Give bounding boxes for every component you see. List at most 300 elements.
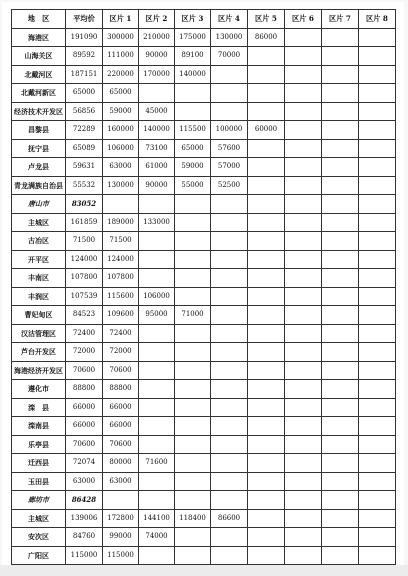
zone-price-cell	[103, 491, 139, 510]
zone-price-cell	[285, 121, 322, 140]
zone-price-cell	[322, 509, 359, 528]
region-cell: 芦台开发区	[12, 343, 66, 362]
zone-price-cell	[285, 324, 322, 343]
region-cell: 汉沽管理区	[12, 324, 66, 343]
table-body	[12, 28, 396, 565]
zone-price-cell: 100000	[211, 121, 248, 140]
zone-price-cell	[175, 380, 211, 399]
zone-price-cell	[248, 102, 285, 121]
zone-price-cell	[322, 324, 359, 343]
zone-price-cell	[175, 343, 211, 362]
zone-price-cell	[322, 546, 359, 565]
zone-price-cell	[139, 491, 175, 510]
zone-price-cell	[139, 398, 175, 417]
table-row	[12, 287, 396, 306]
average-price-cell: 70600	[66, 435, 103, 454]
zone-price-cell	[285, 28, 322, 47]
region-cell: 古冶区	[12, 232, 66, 251]
zone-price-cell	[322, 435, 359, 454]
zone-price-cell	[285, 417, 322, 436]
zone-price-cell	[248, 472, 285, 491]
zone-price-cell	[285, 195, 322, 214]
zone-price-cell	[211, 528, 248, 547]
zone-price-cell	[322, 491, 359, 510]
average-price-cell: 83052	[66, 195, 103, 214]
region-cell: 唐山市	[12, 195, 66, 214]
region-cell: 遵化市	[12, 380, 66, 399]
zone-price-cell	[175, 84, 211, 103]
region-cell: 玉田县	[12, 472, 66, 491]
zone-price-cell	[285, 102, 322, 121]
average-price-cell: 72000	[66, 343, 103, 362]
bottom-band	[0, 565, 408, 576]
region-cell: 山海关区	[12, 47, 66, 66]
region-cell: 北戴河新区	[12, 84, 66, 103]
zone-price-cell: 72000	[103, 343, 139, 362]
zone-price-cell: 59000	[103, 102, 139, 121]
zone-price-cell	[175, 546, 211, 565]
table-row	[12, 343, 396, 362]
zone-price-cell: 124000	[103, 250, 139, 269]
average-price-cell: 66000	[66, 417, 103, 436]
zone-price-cell	[211, 65, 248, 84]
region-cell: 丰南区	[12, 269, 66, 288]
zone-price-cell: 80000	[103, 454, 139, 473]
zone-price-cell: 65000	[175, 139, 211, 158]
region-cell: 丰润区	[12, 287, 66, 306]
zone-price-cell: 66000	[103, 398, 139, 417]
zone-price-cell	[248, 213, 285, 232]
zone-price-cell: 133000	[139, 213, 175, 232]
zone-price-cell	[285, 380, 322, 399]
table-row	[12, 546, 396, 565]
zone-price-cell	[359, 528, 396, 547]
zone-price-cell	[359, 47, 396, 66]
zone-price-cell	[359, 380, 396, 399]
zone-price-cell	[248, 343, 285, 362]
zone-price-cell: 160000	[103, 121, 139, 140]
zone-price-cell	[322, 102, 359, 121]
zone-price-cell	[211, 306, 248, 325]
header-zone-2: 区片 2	[139, 10, 175, 29]
zone-price-cell	[248, 380, 285, 399]
zone-price-cell: 86600	[211, 509, 248, 528]
zone-price-cell	[139, 361, 175, 380]
average-price-cell: 187151	[66, 65, 103, 84]
zone-price-cell: 55000	[175, 176, 211, 195]
zone-price-cell	[211, 491, 248, 510]
zone-price-cell	[211, 102, 248, 121]
zone-price-cell	[248, 84, 285, 103]
zone-price-cell	[359, 269, 396, 288]
region-cell: 迁西县	[12, 454, 66, 473]
region-cell: 开平区	[12, 250, 66, 269]
header-zone-8: 区片 8	[359, 10, 396, 29]
region-cell: 主城区	[12, 509, 66, 528]
zone-price-cell	[175, 417, 211, 436]
zone-price-cell	[175, 491, 211, 510]
zone-price-cell	[285, 65, 322, 84]
zone-price-cell	[211, 417, 248, 436]
zone-price-cell	[322, 121, 359, 140]
table-row	[12, 398, 396, 417]
zone-price-cell	[359, 491, 396, 510]
zone-price-cell	[285, 176, 322, 195]
zone-price-cell	[359, 546, 396, 565]
zone-price-cell	[285, 343, 322, 362]
zone-price-cell: 72400	[103, 324, 139, 343]
zone-price-cell: 130000	[103, 176, 139, 195]
zone-price-cell	[248, 398, 285, 417]
zone-price-cell	[139, 250, 175, 269]
zone-price-cell: 74000	[139, 528, 175, 547]
zone-price-cell	[248, 139, 285, 158]
zone-price-cell: 52500	[211, 176, 248, 195]
table-row	[12, 454, 396, 473]
zone-price-cell: 73100	[139, 139, 175, 158]
zone-price-cell	[248, 287, 285, 306]
zone-price-cell	[322, 84, 359, 103]
zone-price-cell	[285, 250, 322, 269]
zone-price-cell	[359, 306, 396, 325]
zone-price-cell	[248, 509, 285, 528]
zone-price-cell: 88800	[103, 380, 139, 399]
zone-price-cell: 60000	[248, 121, 285, 140]
zone-price-cell	[322, 250, 359, 269]
zone-price-cell	[211, 232, 248, 251]
zone-price-cell: 130000	[211, 28, 248, 47]
average-price-cell: 72074	[66, 454, 103, 473]
zone-price-cell	[248, 232, 285, 251]
region-cell: 海港区	[12, 28, 66, 47]
zone-price-cell	[322, 176, 359, 195]
table-row	[12, 121, 396, 140]
zone-price-cell	[248, 65, 285, 84]
zone-price-cell	[322, 195, 359, 214]
header-average-price: 平均价	[66, 10, 103, 29]
zone-price-cell: 66000	[103, 417, 139, 436]
zone-price-cell	[322, 65, 359, 84]
average-price-cell: 59631	[66, 158, 103, 177]
zone-price-cell	[322, 269, 359, 288]
zone-price-cell: 210000	[139, 28, 175, 47]
zone-price-cell	[248, 250, 285, 269]
zone-price-cell: 63000	[103, 158, 139, 177]
region-cell: 昌黎县	[12, 121, 66, 140]
zone-price-cell	[211, 472, 248, 491]
zone-price-cell	[322, 454, 359, 473]
zone-price-cell: 57000	[211, 158, 248, 177]
region-cell: 广阳区	[12, 546, 66, 565]
zone-price-cell	[248, 454, 285, 473]
table-row	[12, 176, 396, 195]
zone-price-cell: 90000	[139, 176, 175, 195]
zone-price-cell	[211, 195, 248, 214]
zone-price-cell	[322, 380, 359, 399]
table-row	[12, 47, 396, 66]
zone-price-cell	[285, 84, 322, 103]
zone-price-cell: 115600	[103, 287, 139, 306]
zone-price-cell	[359, 417, 396, 436]
zone-price-cell	[211, 269, 248, 288]
table-row	[12, 417, 396, 436]
region-cell: 安次区	[12, 528, 66, 547]
average-price-cell: 66000	[66, 398, 103, 417]
zone-price-cell	[322, 28, 359, 47]
zone-price-cell: 189000	[103, 213, 139, 232]
header-zone-4: 区片 4	[211, 10, 248, 29]
zone-price-cell	[285, 269, 322, 288]
zone-price-cell	[211, 287, 248, 306]
region-cell: 抚宁县	[12, 139, 66, 158]
zone-price-cell	[359, 121, 396, 140]
zone-price-cell	[175, 361, 211, 380]
average-price-cell: 161859	[66, 213, 103, 232]
table-row	[12, 158, 396, 177]
zone-price-cell	[248, 491, 285, 510]
table-row	[12, 213, 396, 232]
zone-price-cell	[175, 435, 211, 454]
zone-price-cell	[285, 509, 322, 528]
zone-price-cell: 115500	[175, 121, 211, 140]
zone-price-cell: 89100	[175, 47, 211, 66]
zone-price-cell	[211, 361, 248, 380]
zone-price-cell: 71000	[175, 306, 211, 325]
zone-price-cell	[248, 176, 285, 195]
average-price-cell: 65000	[66, 84, 103, 103]
table-row	[12, 28, 396, 47]
zone-price-cell: 111000	[103, 47, 139, 66]
zone-price-cell: 144100	[139, 509, 175, 528]
zone-price-cell	[248, 195, 285, 214]
zone-price-cell: 175000	[175, 28, 211, 47]
zone-price-cell	[359, 343, 396, 362]
zone-price-cell	[175, 324, 211, 343]
zone-price-cell	[285, 139, 322, 158]
zone-price-cell: 70600	[103, 361, 139, 380]
header-zone-5: 区片 5	[248, 10, 285, 29]
zone-price-cell	[139, 195, 175, 214]
zone-price-cell	[322, 343, 359, 362]
zone-price-cell	[175, 269, 211, 288]
zone-price-cell	[248, 546, 285, 565]
table-group-row	[12, 195, 396, 214]
zone-price-cell	[359, 195, 396, 214]
zone-price-cell	[359, 435, 396, 454]
zone-price-cell: 71500	[103, 232, 139, 251]
zone-price-cell: 106000	[139, 287, 175, 306]
table-row	[12, 269, 396, 288]
zone-price-cell	[103, 195, 139, 214]
zone-price-cell	[359, 472, 396, 491]
average-price-cell: 107539	[66, 287, 103, 306]
zone-price-cell	[211, 398, 248, 417]
average-price-cell: 63000	[66, 472, 103, 491]
zone-price-cell	[359, 176, 396, 195]
zone-price-cell	[322, 213, 359, 232]
zone-price-cell	[285, 361, 322, 380]
table-row	[12, 528, 396, 547]
zone-price-cell	[285, 528, 322, 547]
region-cell: 滦 县	[12, 398, 66, 417]
zone-price-cell: 63000	[103, 472, 139, 491]
zone-price-cell	[285, 454, 322, 473]
zone-price-cell	[175, 472, 211, 491]
zone-price-cell	[139, 269, 175, 288]
zone-price-cell: 109600	[103, 306, 139, 325]
zone-price-cell	[359, 454, 396, 473]
zone-price-cell	[211, 546, 248, 565]
average-price-cell: 115000	[66, 546, 103, 565]
zone-price-cell	[175, 102, 211, 121]
zone-price-cell: 59000	[175, 158, 211, 177]
average-price-cell: 72400	[66, 324, 103, 343]
zone-price-cell	[322, 528, 359, 547]
zone-price-cell: 70000	[211, 47, 248, 66]
zone-price-cell: 140000	[139, 121, 175, 140]
zone-price-cell	[359, 232, 396, 251]
header-zone-3: 区片 3	[175, 10, 211, 29]
average-price-cell: 56856	[66, 102, 103, 121]
zone-price-cell	[359, 102, 396, 121]
zone-price-cell: 95000	[139, 306, 175, 325]
zone-price-cell	[359, 28, 396, 47]
zone-price-cell	[211, 343, 248, 362]
zone-price-cell	[322, 158, 359, 177]
zone-price-cell: 71600	[139, 454, 175, 473]
zone-price-cell: 106000	[103, 139, 139, 158]
document-sheet	[2, 2, 404, 565]
table-row	[12, 232, 396, 251]
average-price-cell: 124000	[66, 250, 103, 269]
zone-price-cell	[175, 454, 211, 473]
zone-price-cell	[175, 213, 211, 232]
average-price-cell: 107800	[66, 269, 103, 288]
zone-price-cell	[139, 472, 175, 491]
zone-price-cell: 57600	[211, 139, 248, 158]
zone-price-cell	[322, 417, 359, 436]
average-price-cell: 84523	[66, 306, 103, 325]
zone-price-cell	[285, 306, 322, 325]
zone-price-cell: 65000	[103, 84, 139, 103]
zone-price-cell: 170000	[139, 65, 175, 84]
average-price-cell: 89592	[66, 47, 103, 66]
average-price-cell: 191090	[66, 28, 103, 47]
zone-price-cell	[211, 250, 248, 269]
region-cell: 卢龙县	[12, 158, 66, 177]
table-row	[12, 250, 396, 269]
zone-price-cell	[322, 47, 359, 66]
average-price-cell: 86428	[66, 491, 103, 510]
zone-price-cell	[359, 398, 396, 417]
zone-price-cell: 115000	[103, 546, 139, 565]
zone-price-cell	[248, 158, 285, 177]
zone-price-cell	[359, 158, 396, 177]
zone-price-cell: 45000	[139, 102, 175, 121]
zone-price-cell	[285, 491, 322, 510]
region-cell: 经济技术开发区	[12, 102, 66, 121]
table-header-row	[12, 10, 396, 29]
zone-price-cell	[175, 195, 211, 214]
zone-price-cell	[285, 435, 322, 454]
zone-price-cell	[175, 232, 211, 251]
table-row	[12, 102, 396, 121]
zone-price-cell	[139, 435, 175, 454]
zone-price-cell	[139, 546, 175, 565]
zone-price-cell	[175, 250, 211, 269]
zone-price-cell	[322, 287, 359, 306]
zone-price-cell	[285, 47, 322, 66]
region-cell: 曹妃甸区	[12, 306, 66, 325]
header-region: 地 区	[12, 10, 66, 29]
table-row	[12, 324, 396, 343]
zone-price-cell	[175, 528, 211, 547]
zone-price-cell	[248, 269, 285, 288]
region-cell: 青龙满族自治县	[12, 176, 66, 195]
zone-price-cell	[248, 47, 285, 66]
zone-price-cell: 220000	[103, 65, 139, 84]
zone-price-cell	[285, 158, 322, 177]
table-row	[12, 509, 396, 528]
zone-price-cell	[211, 435, 248, 454]
zone-price-cell	[248, 435, 285, 454]
zone-price-cell: 172800	[103, 509, 139, 528]
zone-price-cell	[139, 232, 175, 251]
table-row	[12, 472, 396, 491]
average-price-cell: 72289	[66, 121, 103, 140]
zone-price-cell	[139, 343, 175, 362]
zone-price-cell: 300000	[103, 28, 139, 47]
zone-price-cell: 140000	[175, 65, 211, 84]
table-row	[12, 139, 396, 158]
zone-price-cell	[175, 287, 211, 306]
zone-price-cell	[211, 213, 248, 232]
table-row	[12, 435, 396, 454]
zone-price-cell	[248, 417, 285, 436]
zone-price-cell	[248, 324, 285, 343]
zone-price-cell	[285, 398, 322, 417]
zone-price-cell	[285, 213, 322, 232]
region-cell: 乐亭县	[12, 435, 66, 454]
zone-price-cell	[322, 472, 359, 491]
zone-price-cell	[285, 232, 322, 251]
table-row	[12, 65, 396, 84]
zone-price-cell	[211, 84, 248, 103]
zone-price-cell	[322, 232, 359, 251]
table-row	[12, 380, 396, 399]
zone-price-cell	[175, 398, 211, 417]
zone-price-cell	[248, 361, 285, 380]
zone-price-cell	[359, 250, 396, 269]
zone-price-cell	[248, 306, 285, 325]
zone-price-cell	[139, 324, 175, 343]
zone-price-cell	[139, 84, 175, 103]
zone-price-cell	[211, 454, 248, 473]
average-price-cell: 139006	[66, 509, 103, 528]
table-group-row	[12, 491, 396, 510]
zone-price-cell	[359, 213, 396, 232]
zone-price-cell	[211, 324, 248, 343]
zone-price-cell: 86000	[248, 28, 285, 47]
region-cell: 海港经济开发区	[12, 361, 66, 380]
zone-price-cell	[322, 306, 359, 325]
average-price-cell: 70600	[66, 361, 103, 380]
zone-price-cell	[359, 287, 396, 306]
header-zone-7: 区片 7	[322, 10, 359, 29]
zone-price-cell	[359, 361, 396, 380]
zone-price-cell	[248, 528, 285, 547]
header-zone-6: 区片 6	[285, 10, 322, 29]
